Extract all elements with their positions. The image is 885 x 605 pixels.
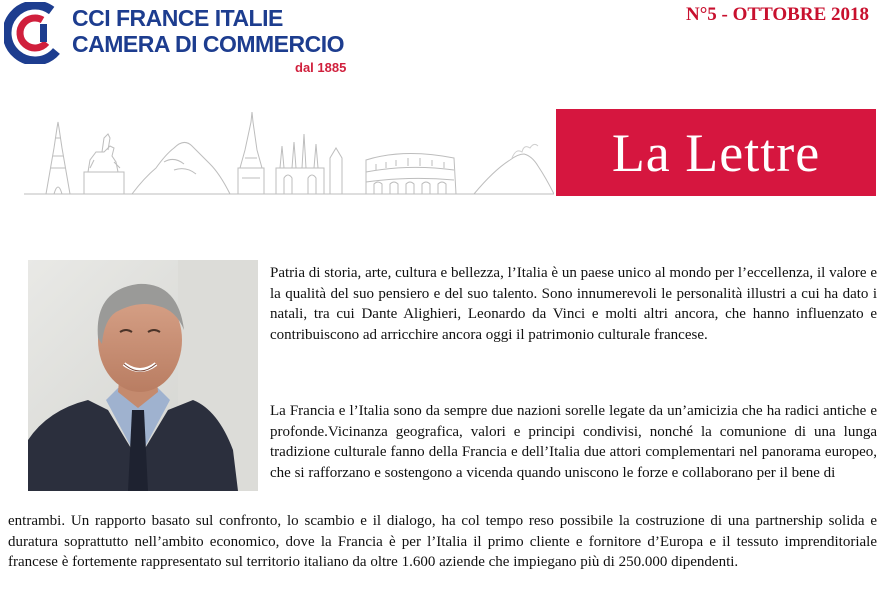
article-paragraph-2-bottom: entrambi. Un rapporto basato sul confronto, lo scambio e il dialogo, ha col tempo reso possibile la costruzione di una partnership solida e duratura soprattutto nell’ambito economico, dove la Francia è per l’Italia il primo cliente e fornitore d’Europa e il tessuto imprenditoriale francese è fortemente rappresentato sul territorio italiano da oltre 1.600 aziende che impiegano più di 250.000 dipendenti.: [8, 513, 877, 571]
logo-title-line2: CAMERA DI COMMERCIO: [72, 31, 345, 57]
banner-title: La Lettre: [611, 122, 821, 183]
cci-logo[interactable]: [4, 2, 364, 82]
la-lettre-banner: [556, 109, 876, 196]
issue-label: N°5 - OTTOBRE 2018: [685, 4, 869, 25]
portrait-photo: [28, 260, 258, 491]
cci-logo-icon: [4, 2, 66, 64]
article-paragraph-1: Patria di storia, arte, cultura e bellezza, l’Italia è un paese unico al mondo per l’eccellenza, il valore e la qualità del suo pensiero e del suo talento. Sono innumerevoli le personalità illustri a cui ha dato i natali, tra cui Dante Alighieri, Leonardo da Vinci e molti altri ancora, che hanno influenzato e contribuiscono ad arricchire ancora oggi il patrimonio culturale francese.: [270, 265, 877, 344]
italy-skyline-illustration: [24, 108, 554, 198]
logo-title-line1: CCI FRANCE ITALIE: [72, 5, 283, 31]
article-paragraph-2-top: La Francia e l’Italia sono da sempre due nazioni sorelle legate da un’amicizia che ha radici antiche e profonde.Vicinanza geografica, valori e principi condivisi, nonché la comunione di una lunga tradizione culturale fanno della Francia e dell’Italia due attori complementari nel panorama europeo, che si rafforzano e sostengono a vicenda quando uniscono le forze e collaborano per il bene di: [270, 403, 877, 482]
logo-since-label: dal 1885: [295, 60, 347, 75]
